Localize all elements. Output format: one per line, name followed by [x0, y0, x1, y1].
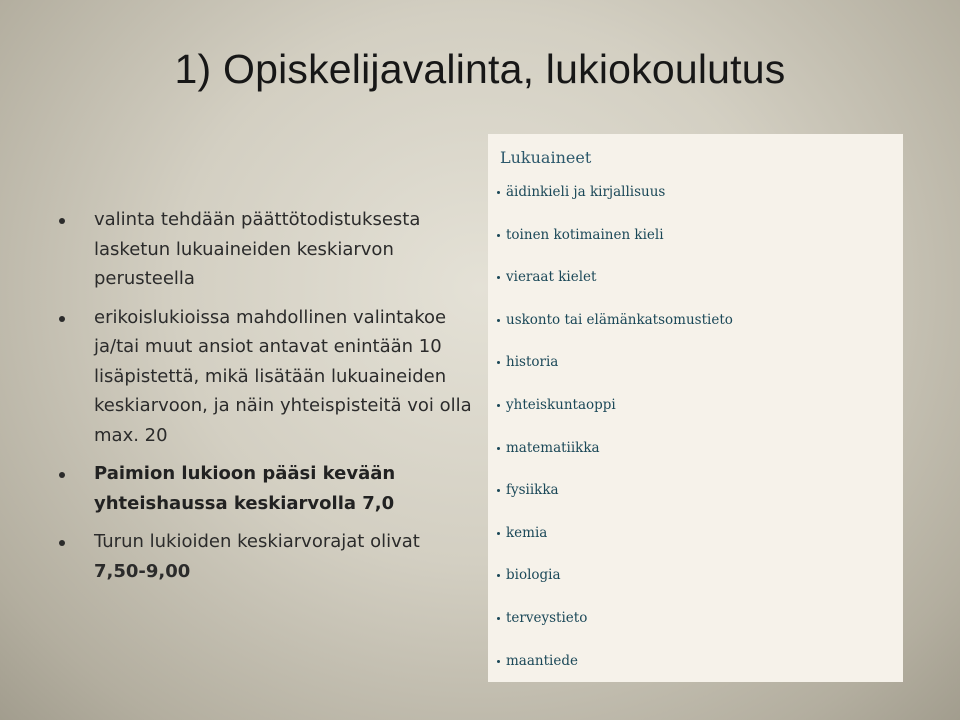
bullet-paimio-average: Paimion lukioon pääsi kevään yhteishaussa keskiarvolla 7,0 [52, 459, 472, 518]
subject-item: matematiikka [496, 441, 903, 484]
subject-item: yhteiskuntaoppi [496, 398, 903, 441]
bullet-list [52, 205, 472, 595]
bullet-entrance-exam: erikoislukioissa mahdollinen valintakoe ja/tai muut ansiot antavat enintään 10 lisäpistettä, mikä lisätään lukuaineiden keskiarvoon, ja näin yhteispisteitä voi olla max. 20 [52, 303, 472, 451]
slide-title: 1) Opiskelijavalinta, lukiokoulutus [174, 46, 786, 92]
subjects-panel [488, 134, 903, 682]
bullet-turku-averages [52, 527, 472, 586]
subjects-list [496, 185, 903, 696]
subject-item: toinen kotimainen kieli [496, 228, 903, 271]
turku-text: Turun lukioiden keskiarvorajat olivat [94, 531, 420, 552]
bullet-selection-basis: valinta tehdään päättötodistuksesta lasketun lukuaineiden keskiarvon perusteella [52, 205, 472, 294]
subject-item: kemia [496, 526, 903, 569]
subject-item: maantiede [496, 654, 903, 697]
subject-item: biologia [496, 568, 903, 611]
turku-value: 7,50-9,00 [94, 560, 191, 582]
subject-item: äidinkieli ja kirjallisuus [496, 185, 903, 228]
subject-item: historia [496, 355, 903, 398]
subject-item: vieraat kielet [496, 270, 903, 313]
subject-item: uskonto tai elämänkatsomustieto [496, 313, 903, 356]
subjects-heading: Lukuaineet [500, 148, 592, 167]
subject-item: fysiikka [496, 483, 903, 526]
subject-item: terveystieto [496, 611, 903, 654]
